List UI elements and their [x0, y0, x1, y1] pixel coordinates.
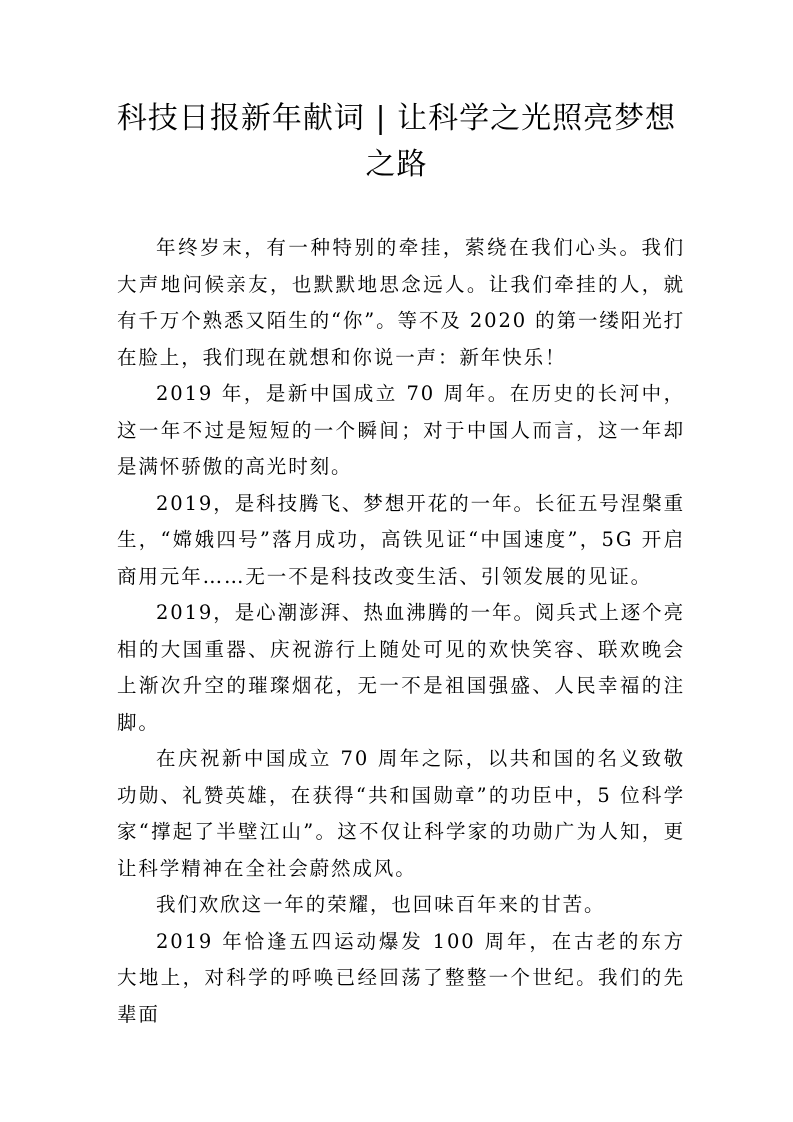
paragraph-celebration: 2019，是心潮澎湃、热血沸腾的一年。阅兵式上逐个亮相的大国重器、庆祝游行上随处可见的欢快笑容、联欢晚会上渐次升空的璀璨烟花，无一不是祖国强盛、人民幸福的注脚。: [117, 601, 685, 734]
document-title: 科技日报新年献词 | 让科学之光照亮梦想之路: [116, 101, 677, 182]
paragraph-new-year-greeting: 年终岁末，有一种特别的牵挂，萦绕在我们心头。我们大声地问候亲友，也默默地思念远人。让我们牵挂的人，就有千万个熟悉又陌生的“你”。等不及 2020 的第一缕阳光打在脸上，我们现在就想和你说一声：新年快乐！: [117, 236, 685, 369]
paragraph-republic-medal: 在庆祝新中国成立 70 周年之际，以共和国的名义致敬功勋、礼赞英雄，在获得“共和国勋章”的功臣中，5 位科学家“撑起了半壁江山”。这不仅让科学家的功勋广为人知，更让科学精神在全社会蔚然成风。: [117, 747, 685, 880]
paragraph-70th-anniversary: 2019 年，是新中国成立 70 周年。在历史的长河中，这一年不过是短短的一个瞬间；对于中国人而言，这一年却是满怀骄傲的高光时刻。: [117, 382, 685, 478]
document-body: [117, 230, 685, 1033]
paragraph-tech-achievements: 2019，是科技腾飞、梦想开花的一年。长征五号涅槃重生，“嫦娥四号”落月成功，高铁见证“中国速度”，5G 开启商用元年……无一不是科技改变生活、引领发展的见证。: [117, 491, 685, 588]
paragraph-may-fourth: 2019 年恰逢五四运动爆发 100 周年，在古老的东方大地上，对科学的呼唤已经回荡了整整一个世纪。我们的先辈面: [117, 929, 685, 1026]
paragraph-glory-reflection: 我们欢欣这一年的荣耀，也回味百年来的甘苦。: [156, 893, 606, 916]
